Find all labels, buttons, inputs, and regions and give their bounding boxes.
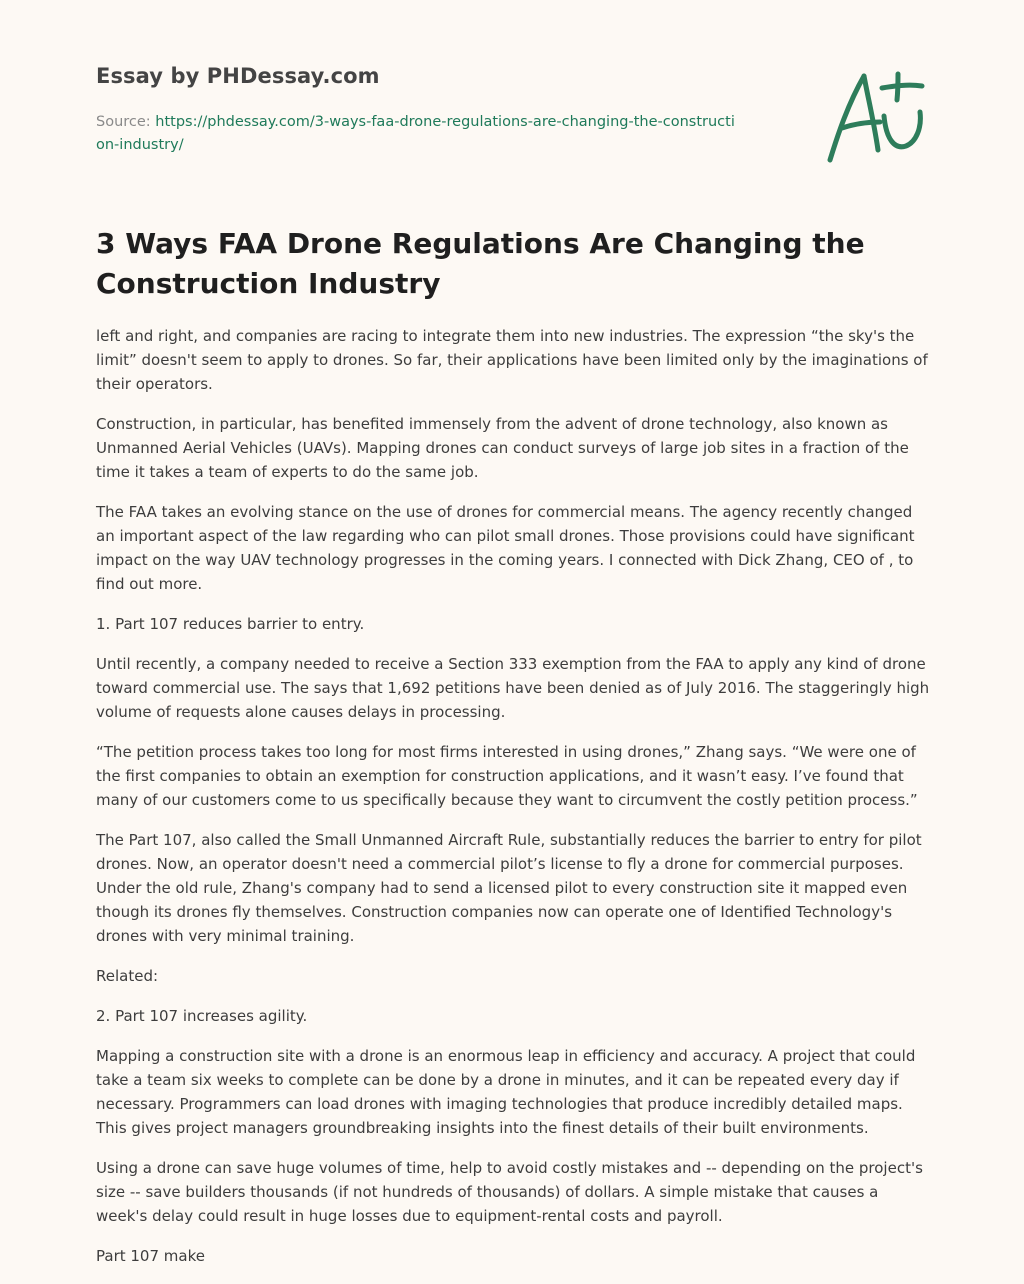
paragraph: The Part 107, also called the Small Unmanned Aircraft Rule, substantially reduces the barrier to entry for pilot drones. Now, an operator doesn't need a commercial pilot’s license to fly a drone for commercial purposes. Under the old rule, Zhang's company had to send a licensed pilot to every construction site it mapped even though its drones fly themselves. Construction companies now can operate one of Identified Technology's drones with very minimal training. xyxy=(96,831,922,945)
source-label: Source: xyxy=(96,114,151,130)
section-heading: 2. Part 107 increases agility. xyxy=(96,1007,308,1025)
paragraph: Using a drone can save huge volumes of time, help to avoid costly mistakes and -- depending on the project's size -- save builders thousands (if not hundreds of thousands) of dollars. A simple mistake that causes a week's delay could result in huge losses due to equipment-rental costs and payroll. xyxy=(96,1159,923,1225)
paragraph: left and right, and companies are racing to integrate them into new industries. The expression “the sky's the limit” doesn't seem to apply to drones. So far, their applications have been limited only by the imaginations of their operators. xyxy=(96,327,928,393)
paragraph: The FAA takes an evolving stance on the use of drones for commercial means. The agency recently changed an important aspect of the law regarding who can pilot small drones. Those provisions could have significant impact on the way UAV technology progresses in the coming years. I connected with Dick Zhang, CEO of , to find out more. xyxy=(96,503,915,593)
source-line xyxy=(96,111,736,157)
essay-body xyxy=(96,324,932,1284)
paragraph: “The petition process takes too long for most firms interested in using drones,” Zhang says. “We were one of the first companies to obtain an exemption for construction applications, and it wasn’t easy. I’ve found that many of our customers come to us specifically because they want to circumvent the costly petition process.” xyxy=(96,743,918,809)
section-heading: 1. Part 107 reduces barrier to entry. xyxy=(96,615,365,633)
paragraph: Mapping a construction site with a drone is an enormous leap in efficiency and accuracy. A project that could take a team six weeks to complete can be done by a drone in minutes, and it can be repeated every day if necessary. Programmers can load drones with imaging technologies that produce incredibly detailed maps. This gives project managers groundbreaking insights into the finest details of their built environments. xyxy=(96,1047,916,1137)
a-plus-logo-icon xyxy=(824,66,928,166)
related-label: Related: xyxy=(96,967,159,985)
essay-title: 3 Ways FAA Drone Regulations Are Changing the Construction Industry xyxy=(96,227,865,300)
site-title: Essay by PHDessay.com xyxy=(96,64,380,88)
paragraph: Construction, in particular, has benefited immensely from the advent of drone technology, also known as Unmanned Aerial Vehicles (UAVs). Mapping drones can conduct surveys of large job sites in a fraction of the time it takes a team of experts to do the same job. xyxy=(96,415,909,481)
source-link[interactable]: https://phdessay.com/3-ways-faa-drone-regulations-are-changing-the-construction-industry/ xyxy=(96,114,735,153)
paragraph: Until recently, a company needed to receive a Section 333 exemption from the FAA to apply any kind of drone toward commercial use. The says that 1,692 petitions have been denied as of July 2016. The staggeringly high volume of requests alone causes delays in processing. xyxy=(96,655,930,721)
paragraph: Part 107 make xyxy=(96,1247,205,1265)
